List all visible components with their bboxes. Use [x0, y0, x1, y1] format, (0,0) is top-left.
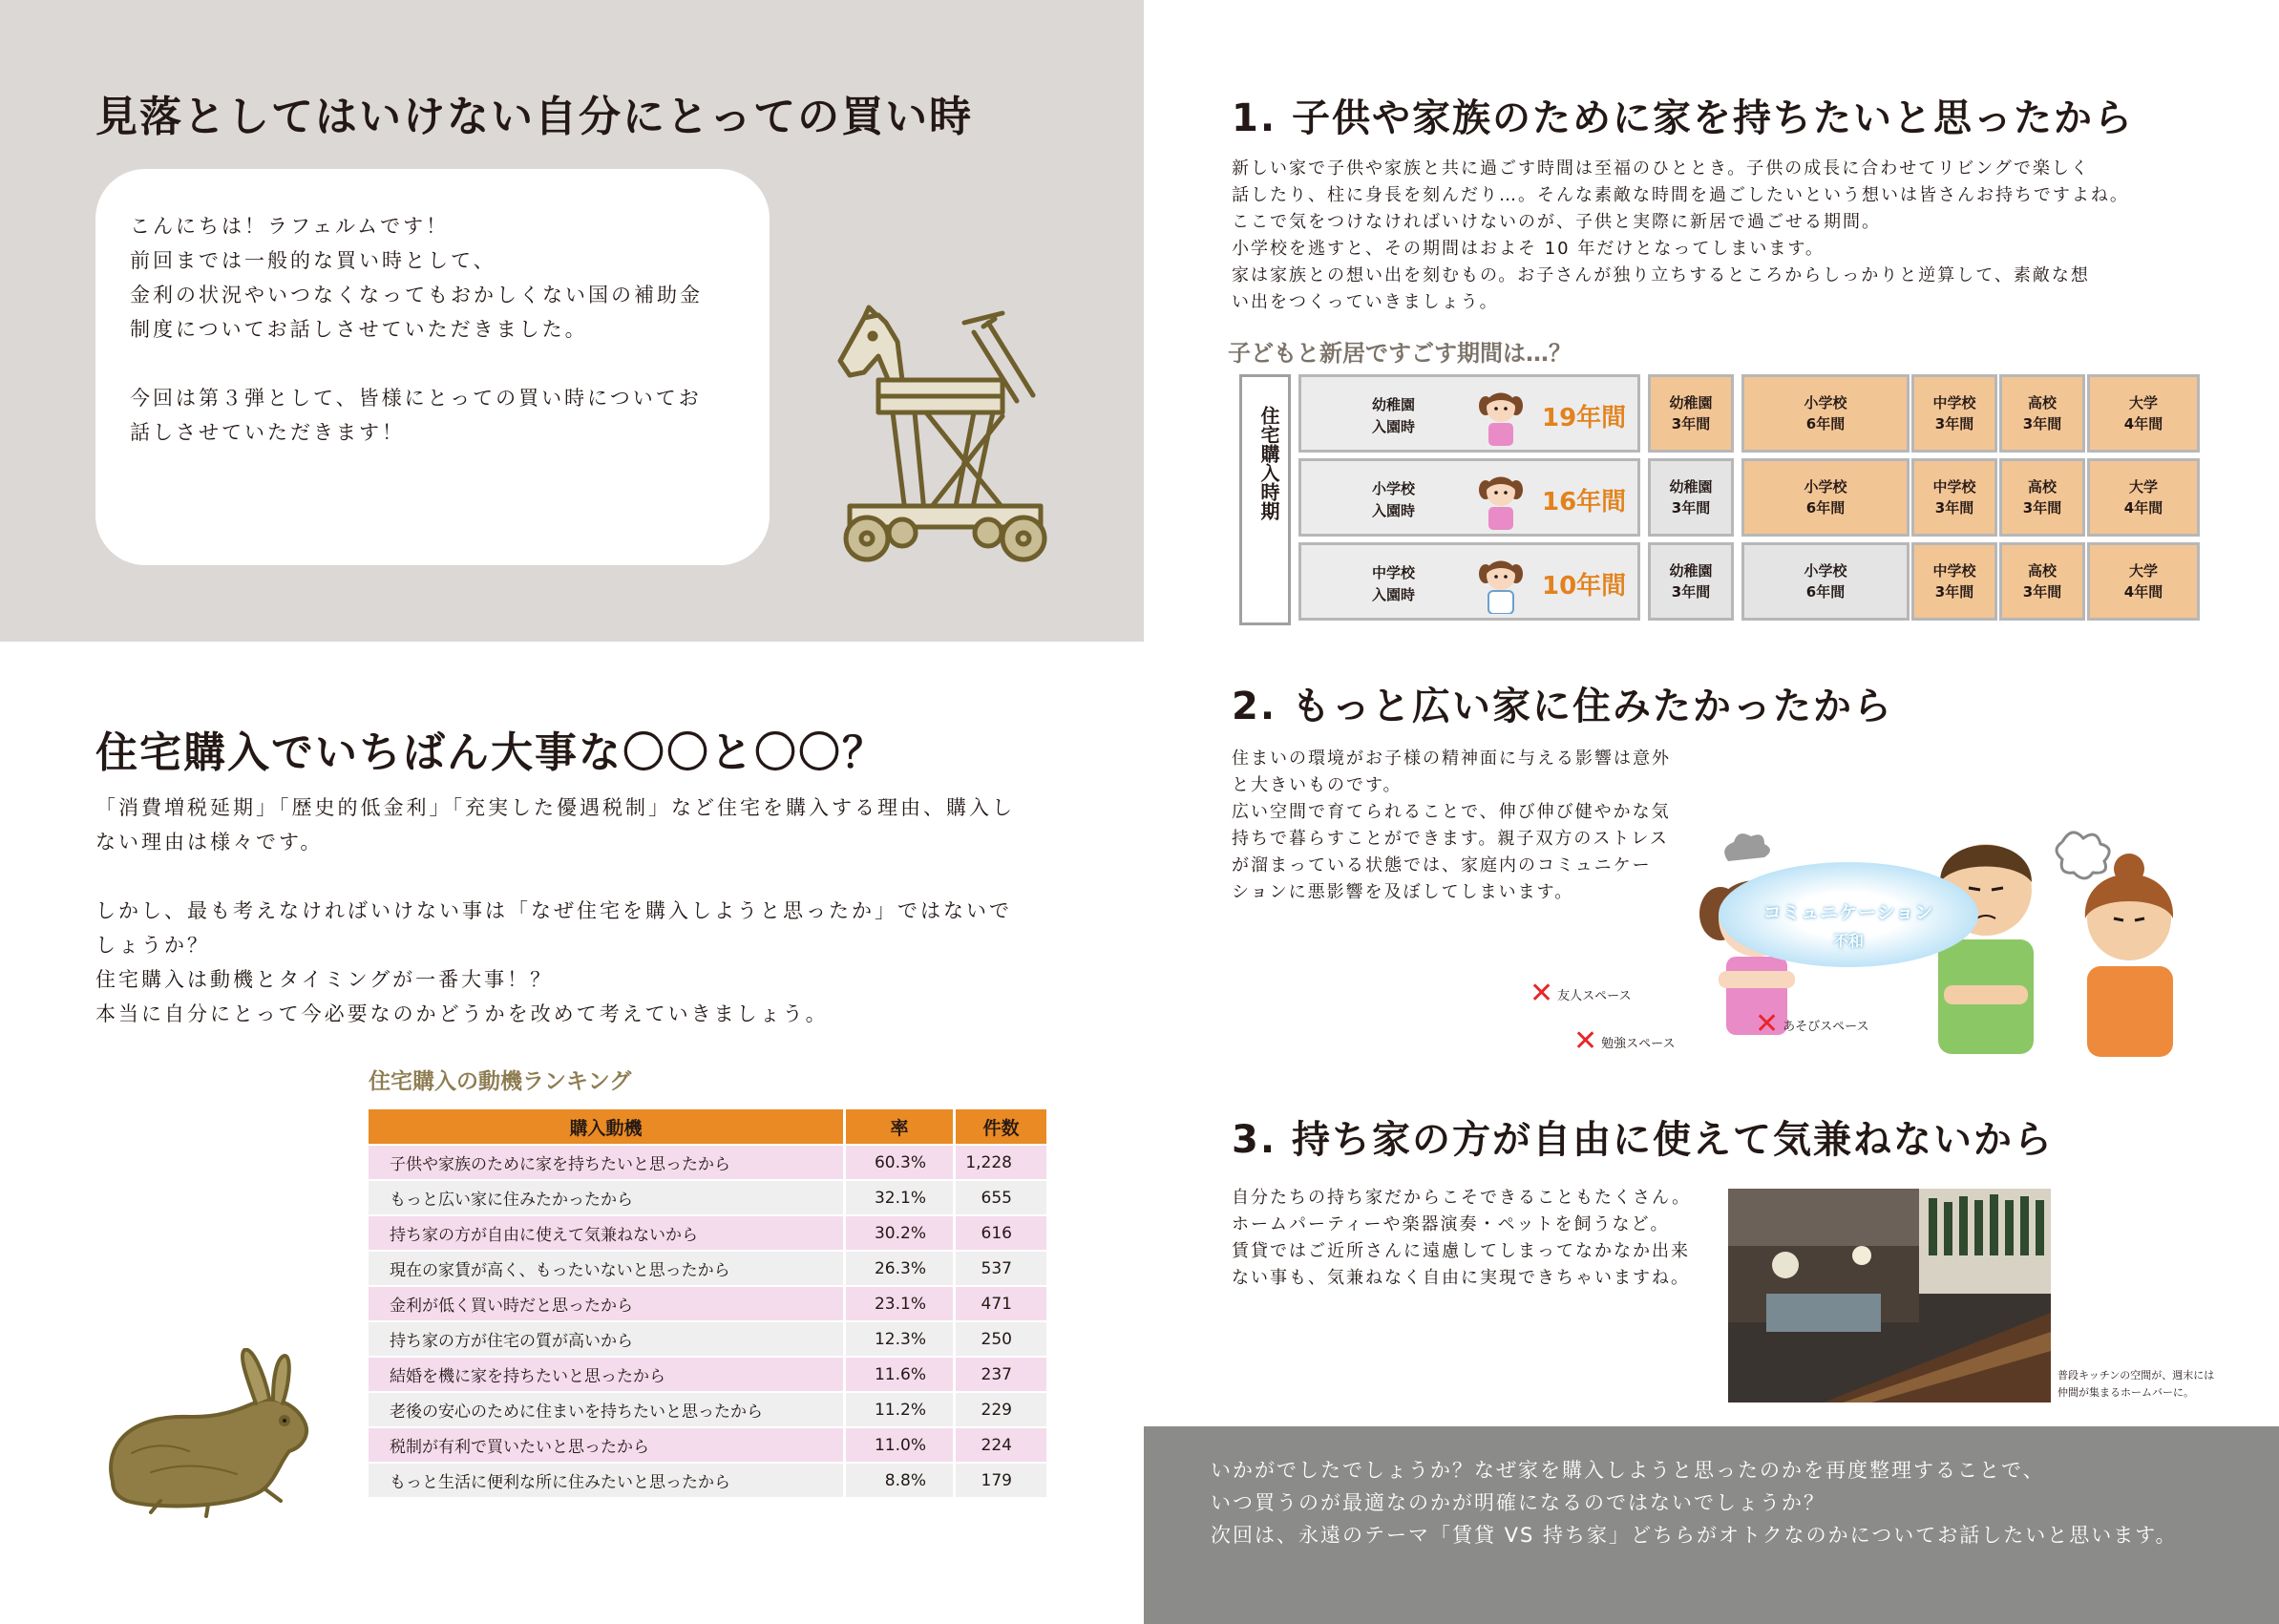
period-cell-name: 中学校	[1932, 562, 1976, 580]
reason3-line: 自分たちの持ち家だからこそできることもたくさん。	[1232, 1188, 1692, 1208]
reason1-title: 1. 子供や家族のために家を持ちたいと思ったから	[1232, 96, 2134, 140]
period-cell-duration: 3年間	[2022, 583, 2062, 601]
rate-cell: 32.1%	[846, 1181, 956, 1214]
count-cell: 224	[956, 1428, 1046, 1462]
count-cell: 250	[956, 1322, 1046, 1356]
period-side-frame	[1239, 374, 1291, 625]
rate-cell: 11.2%	[846, 1393, 956, 1426]
rabbit-illustration	[94, 1348, 323, 1520]
greeting-line: 金利の状況やいつなくなってもおかしくない国の補助金	[130, 284, 703, 306]
period-cell	[1999, 374, 2085, 453]
table-row	[369, 1393, 1046, 1426]
period-cell-duration: 3年間	[1934, 499, 1974, 517]
greeting-line: 話しさせていただきます！	[130, 421, 405, 444]
period-cell	[1911, 374, 1997, 453]
x-note-friend-space	[1530, 977, 1632, 1010]
x-note-label: 勉強スペース	[1601, 1036, 1676, 1051]
rocking-horse-illustration	[812, 304, 1069, 571]
period-years: 19年間	[1542, 404, 1627, 432]
period-cell-duration: 3年間	[1671, 499, 1711, 517]
period-cell-name: 小学校	[1804, 394, 1847, 411]
period-cell	[2087, 458, 2200, 537]
table-row	[369, 1358, 1046, 1391]
table-row	[369, 1287, 1046, 1320]
period-cell-name: 幼稚園	[1669, 562, 1713, 580]
table-row	[369, 1216, 1046, 1250]
reason1-line: 話したり、柱に身長を刻んだり…。そんな素敵な時間を過ごしたいという想いは皆さんお持ちですよね。	[1232, 185, 2129, 205]
period-side-label: 住宅購入時期	[1257, 406, 1280, 520]
reason2-line: が溜まっている状態では、家庭内のコミュニケー	[1232, 855, 1652, 875]
period-cell-duration: 3年間	[1671, 415, 1711, 432]
stage-line: 入園時	[1372, 418, 1416, 435]
period-cell	[1741, 542, 1910, 621]
period-cell-name: 幼稚園	[1669, 394, 1713, 411]
period-chart	[1298, 374, 2163, 627]
period-cell-name: 中学校	[1932, 394, 1976, 411]
x-mark-icon: ✕	[1573, 1024, 1598, 1058]
body-line: 「消費増税延期」「歴史的低金利」「充実した優遇税制」など住宅を購入する理由、購入し	[95, 796, 1015, 819]
period-cell-duration: 3年間	[2022, 415, 2062, 432]
greeting-box	[95, 169, 770, 565]
count-cell: 655	[956, 1181, 1046, 1214]
girl-avatar-icon	[1477, 385, 1525, 446]
count-cell: 237	[956, 1358, 1046, 1391]
period-row-label	[1298, 542, 1640, 621]
period-row-stage	[1372, 562, 1415, 606]
rate-cell: 11.0%	[846, 1428, 956, 1462]
stage-line: 入園時	[1372, 586, 1416, 603]
bubble-subtext: 不和	[1832, 932, 1864, 950]
period-cell-name: 大学	[2128, 394, 2158, 411]
period-chart-caption: 子どもと新居ですごす期間は…？	[1228, 340, 1572, 367]
table-row	[369, 1146, 1046, 1179]
reason2-line: 持ちで暮らすことができます。親子双方のストレス	[1232, 829, 1669, 849]
period-cell	[1648, 374, 1734, 453]
table-row	[369, 1428, 1046, 1462]
x-note-label: 友人スペース	[1557, 988, 1632, 1003]
reason1-line: 小学校を逃すと、その期間はおよそ 10 年だけとなってしまいます。	[1232, 239, 1825, 259]
body-line: 住宅購入は動機とタイミングが一番大事！？	[95, 968, 554, 991]
motive-cell: 結婚を機に家を持ちたいと思ったから	[369, 1358, 846, 1391]
table-row	[369, 1464, 1046, 1497]
closing-line: いつ買うのが最適なのかが明確になるのではないでしょうか？	[1211, 1491, 1825, 1514]
period-cell-name: 高校	[2027, 562, 2057, 580]
table-row	[369, 1322, 1046, 1356]
body-line: しかし、最も考えなければいけない事は「なぜ住宅を購入しようと思ったか」ではないで	[95, 899, 1012, 922]
body-line: しょうか？	[95, 934, 210, 957]
rate-cell: 8.8%	[846, 1464, 956, 1497]
x-note-play-space	[1755, 1007, 1869, 1041]
rate-cell: 11.6%	[846, 1358, 956, 1391]
period-cell-duration: 4年間	[2123, 499, 2163, 517]
closing-line: 次回は、永遠のテーマ「賃貸 VS 持ち家」どちらがオトクなのかについてお話したいと思います。	[1211, 1524, 2178, 1547]
motive-cell: 老後の安心のために住まいを持ちたいと思ったから	[369, 1393, 846, 1426]
period-cell-duration: 6年間	[1805, 415, 1846, 432]
rate-cell: 26.3%	[846, 1252, 956, 1285]
reason2-title: 2. もっと広い家に住みたかったから	[1232, 685, 1893, 728]
period-cell-duration: 4年間	[2123, 583, 2163, 601]
reason2-line: 住まいの環境がお子様の精神面に与える影響は意外	[1232, 749, 1671, 769]
reason3-line: 賃貸ではご近所さんに遠慮してしまってなかなか出来	[1232, 1241, 1690, 1261]
period-cell-duration: 3年間	[1934, 415, 1974, 432]
period-cell	[1741, 374, 1910, 453]
period-cell	[1741, 458, 1910, 537]
ranking-table	[369, 1107, 1046, 1499]
table-row	[369, 1252, 1046, 1285]
reason3-title: 3. 持ち家の方が自由に使えて気兼ねないから	[1232, 1118, 2054, 1162]
count-cell: 471	[956, 1287, 1046, 1320]
rate-cell: 12.3%	[846, 1322, 956, 1356]
reason1-line: 新しい家で子供や家族と共に過ごす時間は至福のひととき。子供の成長に合わせてリビングで楽しく	[1232, 158, 2090, 179]
period-cell	[1648, 542, 1734, 621]
motive-cell: 持ち家の方が住宅の質が高いから	[369, 1322, 846, 1356]
period-years: 10年間	[1542, 572, 1627, 601]
section-title-important: 住宅購入でいちばん大事な〇〇と〇〇？	[95, 728, 886, 777]
period-cell-name: 高校	[2027, 394, 2057, 411]
period-cell	[1911, 458, 1997, 537]
period-cell	[2087, 542, 2200, 621]
count-cell: 616	[956, 1216, 1046, 1250]
period-cell-name: 小学校	[1804, 562, 1847, 580]
stage-line: 小学校	[1372, 480, 1416, 497]
rate-cell: 60.3%	[846, 1146, 956, 1179]
header-count: 件数	[956, 1109, 1046, 1144]
period-cell-name: 高校	[2027, 478, 2057, 496]
motive-cell: 金利が低く買い時だと思ったから	[369, 1287, 846, 1320]
stage-line: 幼稚園	[1372, 396, 1416, 413]
period-cell-duration: 3年間	[1934, 583, 1974, 601]
reason3-line: ホームパーティーや楽器演奏・ペットを飼うなど。	[1232, 1214, 1670, 1234]
period-cell-duration: 3年間	[1671, 583, 1711, 601]
main-title: 見落としてはいけない自分にとっての買い時	[95, 93, 974, 141]
period-cell-name: 中学校	[1932, 478, 1976, 496]
period-cell	[1911, 542, 1997, 621]
girl-avatar-icon	[1477, 553, 1525, 614]
body-line: ない理由は様々です。	[95, 831, 324, 854]
reason1-line: い出をつくっていきましょう。	[1232, 292, 1499, 312]
x-note-study-space	[1573, 1024, 1676, 1058]
rate-cell: 23.1%	[846, 1287, 956, 1320]
girl-avatar-icon	[1477, 469, 1525, 530]
motive-cell: 税制が有利で買いたいと思ったから	[369, 1428, 846, 1462]
x-mark-icon: ✕	[1530, 977, 1554, 1010]
motive-cell: 持ち家の方が自由に使えて気兼ねないから	[369, 1216, 846, 1250]
count-cell: 1,228	[956, 1146, 1046, 1179]
period-cell-name: 大学	[2128, 562, 2158, 580]
period-cell	[1999, 542, 2085, 621]
period-cell-duration: 3年間	[2022, 499, 2062, 517]
reason2-line: 広い空間で育てられることで、伸び伸び健やかな気	[1232, 802, 1671, 822]
header-rate: 率	[846, 1109, 956, 1144]
communication-bubble	[1719, 862, 1978, 967]
ranking-header-row	[369, 1109, 1046, 1144]
table-row	[369, 1181, 1046, 1214]
period-row-label	[1298, 458, 1640, 537]
reason1-line: 家は家族との想い出を刻むもの。お子さんが独り立ちするところからしっかりと逆算して、素敵な想	[1232, 265, 2090, 285]
period-cell	[2087, 374, 2200, 453]
period-cell-name: 小学校	[1804, 478, 1847, 496]
greeting-line: 今回は第３弾として、皆様にとっての買い時についてお	[130, 387, 702, 410]
motive-cell: 現在の家賃が高く、もったいないと思ったから	[369, 1252, 846, 1285]
period-cell-name: 幼稚園	[1669, 478, 1713, 496]
greeting-line: こんにちは！ラフェルムです！	[130, 215, 450, 238]
period-cell-duration: 4年間	[2123, 415, 2163, 432]
greeting-line: 制度についてお話しさせていただきました。	[130, 318, 588, 341]
photo-caption-line: 普段キッチンの空間が、週末には	[2057, 1369, 2215, 1381]
photo-caption	[2057, 1367, 2214, 1402]
period-cell-duration: 6年間	[1805, 499, 1846, 517]
period-row-label	[1298, 374, 1640, 453]
reason2-line: ションに悪影響を及ぼしてしまいます。	[1232, 882, 1574, 902]
ranking-caption: 住宅購入の動機ランキング	[369, 1069, 632, 1094]
stage-line: 中学校	[1372, 564, 1416, 581]
period-row-stage	[1372, 394, 1415, 438]
motive-cell: 子供や家族のために家を持ちたいと思ったから	[369, 1146, 846, 1179]
x-mark-icon: ✕	[1755, 1007, 1780, 1041]
period-row-stage	[1372, 478, 1415, 522]
count-cell: 179	[956, 1464, 1046, 1497]
period-cell	[1999, 458, 2085, 537]
header-motive: 購入動機	[369, 1109, 846, 1144]
count-cell: 229	[956, 1393, 1046, 1426]
closing-box	[1144, 1426, 2279, 1624]
greeting-line: 前回までは一般的な買い時として、	[130, 249, 496, 272]
rate-cell: 30.2%	[846, 1216, 956, 1250]
period-cell	[1648, 458, 1734, 537]
body-line: 本当に自分にとって今必要なのかどうかを改めて考えていきましょう。	[95, 1002, 829, 1025]
mother-figure	[2085, 854, 2173, 1057]
photo-caption-line: 仲間が集まるホームバーに。	[2057, 1386, 2194, 1399]
period-years: 16年間	[1542, 488, 1627, 517]
closing-line: いかがでしたでしょうか？なぜ家を購入しようと思ったのかを再度整理することで、	[1211, 1459, 2045, 1482]
kitchen-bar-photo	[1728, 1189, 2051, 1403]
period-cell-name: 大学	[2128, 478, 2158, 496]
reason3-line: ない事も、気兼ねなく自由に実現できちゃいますね。	[1232, 1268, 1690, 1288]
period-cell-duration: 6年間	[1805, 583, 1846, 601]
reason1-line: ここで気をつけなければいけないのが、子供と実際に新居で過ごせる期間。	[1232, 212, 1881, 232]
reason2-line: と大きいものです。	[1232, 775, 1403, 795]
x-note-label: あそびスペース	[1783, 1019, 1869, 1034]
motive-cell: もっと生活に便利な所に住みたいと思ったから	[369, 1464, 846, 1497]
count-cell: 537	[956, 1252, 1046, 1285]
stage-line: 入園時	[1372, 502, 1416, 519]
bubble-text: コミュニケーション	[1762, 902, 1934, 923]
motive-cell: もっと広い家に住みたかったから	[369, 1181, 846, 1214]
